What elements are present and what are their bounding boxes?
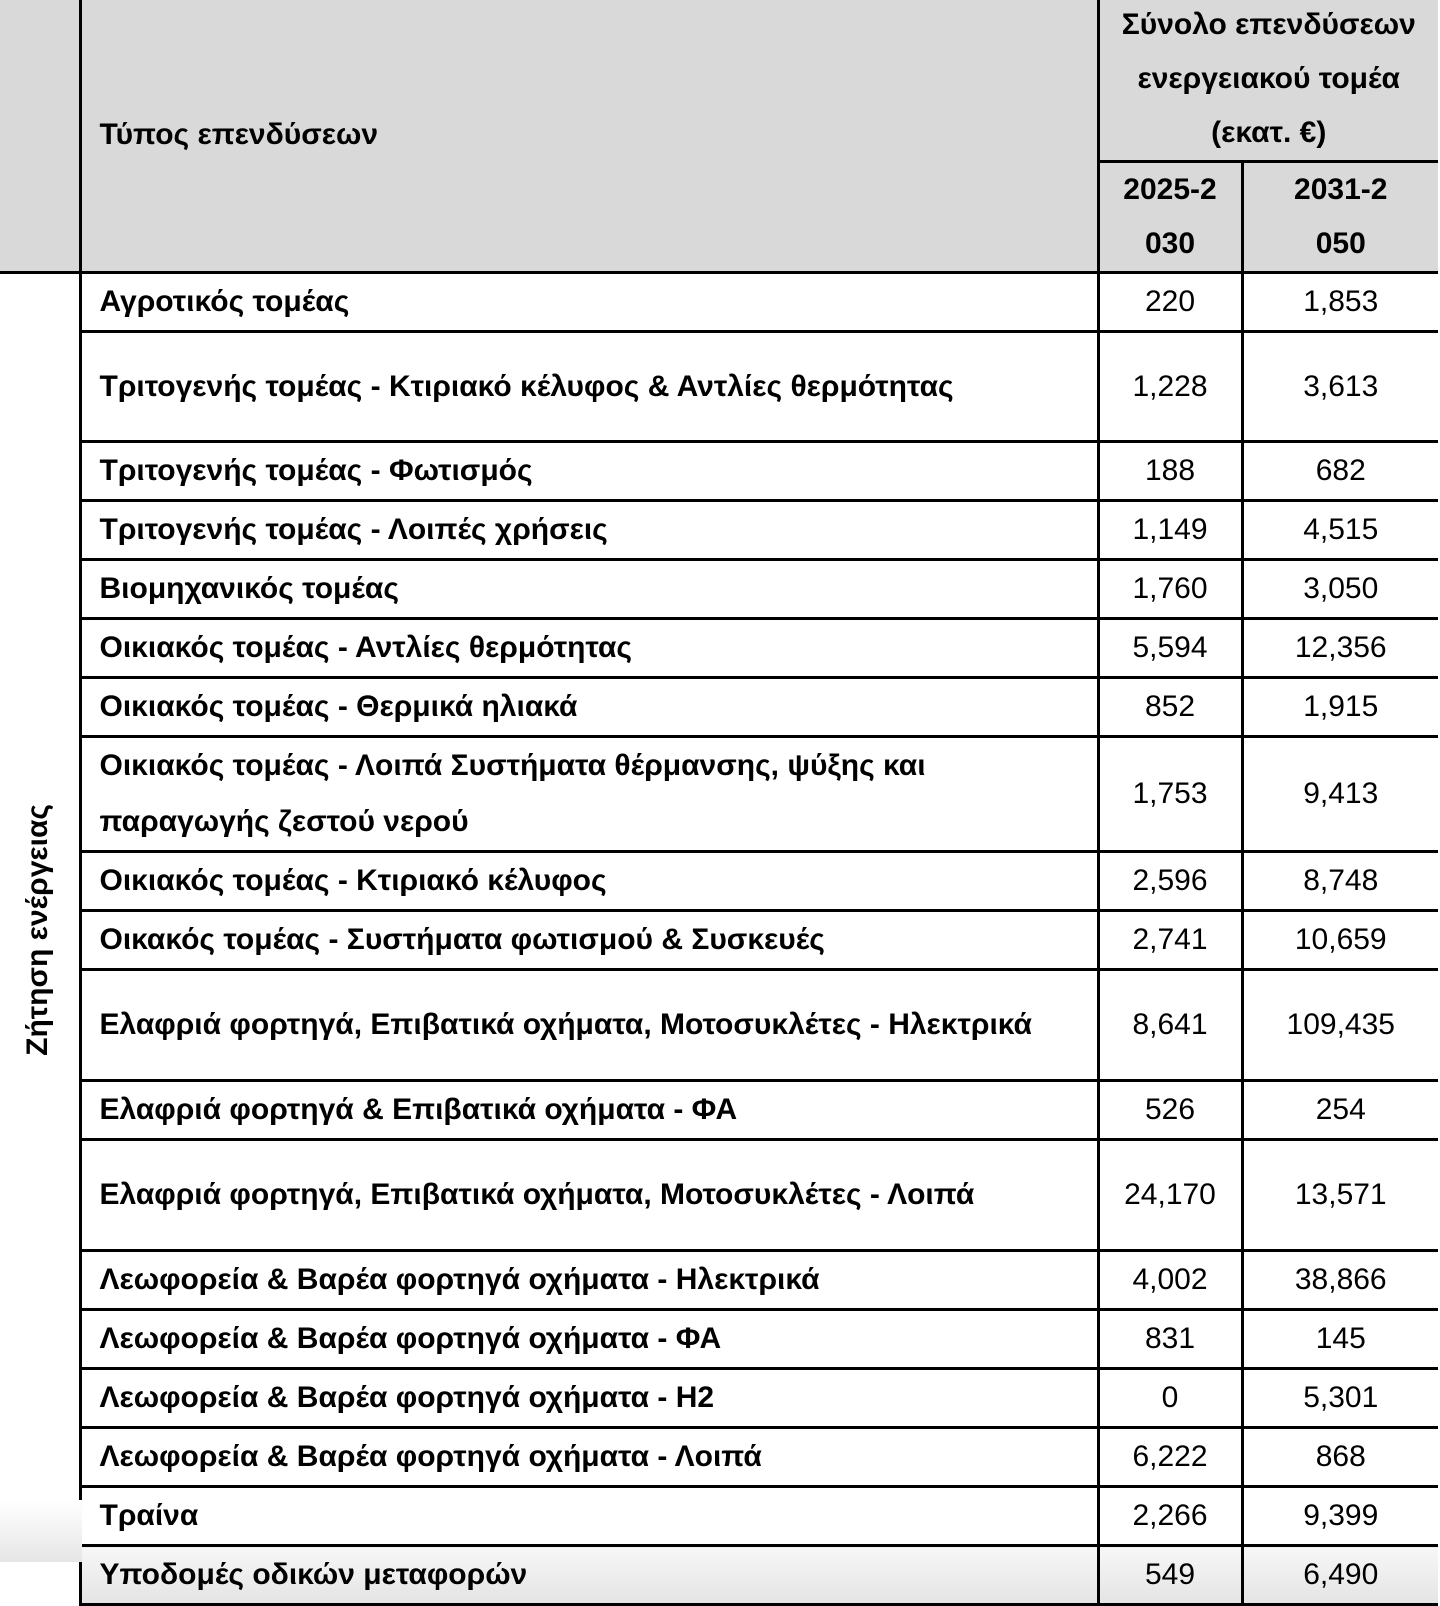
value-2031-2050: 868 (1242, 1428, 1438, 1487)
value-2031-2050: 3,613 (1242, 332, 1438, 442)
value-2025-2030: 4,002 (1098, 1251, 1242, 1310)
value-2025-2030: 852 (1098, 678, 1242, 737)
row-label: Ελαφριά φορτηγά & Επιβατικά οχήματα - ΦΑ (80, 1081, 1098, 1140)
value-2031-2050: 3,050 (1242, 560, 1438, 619)
value-2031-2050: 1,915 (1242, 678, 1438, 737)
value-2031-2050: 12,356 (1242, 619, 1438, 678)
value-2031-2050: 9,413 (1242, 737, 1438, 852)
value-2025-2030: 1,228 (1098, 332, 1242, 442)
row-label: Οικιακός τομέας - Λοιπά Συστήματα θέρμανσης, ψύξης και παραγωγής ζεστού νερού (80, 737, 1098, 852)
table-row (0, 970, 1438, 1081)
row-label: Τριτογενής τομέας - Κτιριακό κέλυφος & Αντλίες θερμότητας (80, 332, 1098, 442)
value-2025-2030: 2,741 (1098, 911, 1242, 970)
value-2025-2030: 831 (1098, 1310, 1242, 1369)
value-2031-2050: 145 (1242, 1310, 1438, 1369)
value-2025-2030: 0 (1098, 1369, 1242, 1428)
table-row (0, 1428, 1438, 1487)
row-label: Λεωφορεία & Βαρέα φορτηγά οχήματα - ΦΑ (80, 1310, 1098, 1369)
total-investment-header (1098, 0, 1438, 162)
value-2025-2030: 6,222 (1098, 1428, 1242, 1487)
energy-demand-label: Ζήτηση ενέργειας (21, 803, 55, 1056)
value-2025-2030: 2,266 (1098, 1487, 1242, 1546)
value-2025-2030: 526 (1098, 1081, 1242, 1140)
table-row (0, 1251, 1438, 1310)
period-label: 2025-2030 (1123, 173, 1217, 260)
table-row (0, 619, 1438, 678)
value-2031-2050: 6,490 (1242, 1546, 1438, 1605)
table-row (0, 678, 1438, 737)
table-row (0, 1369, 1438, 1428)
period-header-2025-2030 (1098, 162, 1242, 273)
row-label: Υποδομές οδικών μεταφορών (80, 1546, 1098, 1605)
period-header-2031-2050 (1242, 162, 1438, 273)
row-label: Τραίνα (80, 1487, 1098, 1546)
table-row (0, 737, 1438, 852)
value-2031-2050: 5,301 (1242, 1369, 1438, 1428)
value-2031-2050: 254 (1242, 1081, 1438, 1140)
table-row (0, 1487, 1438, 1546)
value-2031-2050: 9,399 (1242, 1487, 1438, 1546)
value-2025-2030: 5,594 (1098, 619, 1242, 678)
row-label: Τριτογενής τομέας - Λοιπές χρήσεις (80, 501, 1098, 560)
row-label: Οικιακός τομέας - Αντλίες θερμότητας (80, 619, 1098, 678)
value-2025-2030: 1,149 (1098, 501, 1242, 560)
value-2031-2050: 8,748 (1242, 852, 1438, 911)
table-row (0, 1310, 1438, 1369)
row-label: Ελαφριά φορτηγά, Επιβατικά οχήματα, Μοτοσυκλέτες - Ηλεκτρικά (80, 970, 1098, 1081)
row-label: Οικιακός τομέας - Κτιριακό κέλυφος (80, 852, 1098, 911)
row-label: Αγροτικός τομέας (80, 273, 1098, 332)
table-row (0, 1081, 1438, 1140)
period-label: 2031-2050 (1294, 173, 1388, 260)
row-label: Λεωφορεία & Βαρέα φορτηγά οχήματα - Λοιπά (80, 1428, 1098, 1487)
row-label: Ελαφριά φορτηγά, Επιβατικά οχήματα, Μοτοσυκλέτες - Λοιπά (80, 1140, 1098, 1251)
row-label: Βιομηχανικός τομέας (80, 560, 1098, 619)
value-2031-2050: 4,515 (1242, 501, 1438, 560)
value-2031-2050: 682 (1242, 442, 1438, 501)
bottom-gradient-fade (0, 1500, 82, 1562)
value-2031-2050: 10,659 (1242, 911, 1438, 970)
value-2025-2030: 549 (1098, 1546, 1242, 1605)
value-2031-2050: 38,866 (1242, 1251, 1438, 1310)
value-2025-2030: 8,641 (1098, 970, 1242, 1081)
row-label: Οικιακός τομέας - Θερμικά ηλιακά (80, 678, 1098, 737)
value-2025-2030: 1,753 (1098, 737, 1242, 852)
type-column-header: Τύπος επενδύσεων (80, 0, 1098, 273)
table-row (0, 852, 1438, 911)
value-2025-2030: 188 (1098, 442, 1242, 501)
value-2031-2050: 13,571 (1242, 1140, 1438, 1251)
value-2025-2030: 220 (1098, 273, 1242, 332)
side-header-cell (0, 0, 80, 273)
table-row (0, 1140, 1438, 1251)
energy-demand-group-cell (0, 273, 80, 1605)
table-row (0, 501, 1438, 560)
total-investment-header-text: Σύνολο επενδύσεων ενεργειακού τομέα (εκατ. €) (1121, 8, 1416, 149)
table-row (0, 911, 1438, 970)
table-row (0, 273, 1438, 332)
table-row (0, 332, 1438, 442)
table-row (0, 1546, 1438, 1605)
value-2031-2050: 1,853 (1242, 273, 1438, 332)
table-row (0, 560, 1438, 619)
value-2025-2030: 2,596 (1098, 852, 1242, 911)
row-label: Λεωφορεία & Βαρέα φορτηγά οχήματα - Η2 (80, 1369, 1098, 1428)
value-2025-2030: 24,170 (1098, 1140, 1242, 1251)
value-2031-2050: 109,435 (1242, 970, 1438, 1081)
table-row (0, 442, 1438, 501)
row-label: Τριτογενής τομέας - Φωτισμός (80, 442, 1098, 501)
value-2025-2030: 1,760 (1098, 560, 1242, 619)
row-label: Λεωφορεία & Βαρέα φορτηγά οχήματα - Ηλεκτρικά (80, 1251, 1098, 1310)
row-label: Οικακός τομέας - Συστήματα φωτισμού & Συσκευές (80, 911, 1098, 970)
